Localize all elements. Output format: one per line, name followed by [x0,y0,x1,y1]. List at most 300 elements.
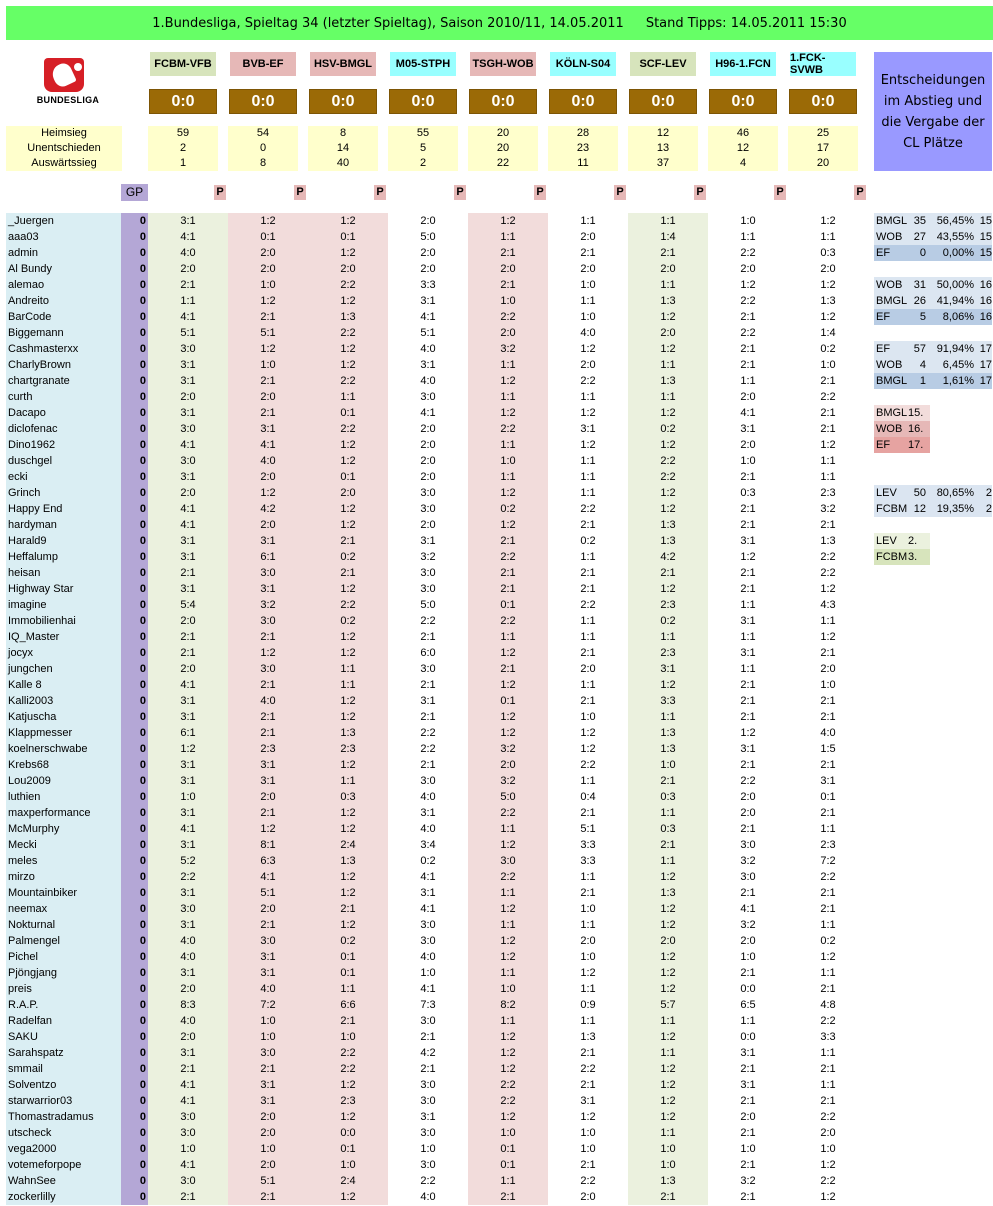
tip-cell: 2:2 [468,1093,548,1109]
tip-cell: 1:1 [468,821,548,837]
tip-cell: 2:1 [708,1093,788,1109]
player-gp: 0 [121,293,148,309]
tip-cell: 3:0 [388,933,468,949]
match-header-4: TSGH-WOB [470,52,536,76]
tip-cell: 1:2 [788,949,868,965]
tip-cell: 2:1 [548,1157,628,1173]
tip-cell: 2:1 [788,709,868,725]
match-header-3: M05-STPH [390,52,456,76]
player-gp: 0 [121,805,148,821]
bundesliga-shield-icon [44,58,84,92]
stat-heim: 59 [176,127,190,139]
label-auswaertssieg: Auswärtssieg [31,157,97,169]
player-gp: 0 [121,885,148,901]
tip-cell: 6:5 [708,997,788,1013]
tip-cell: 2:1 [388,677,468,693]
tip-cell: 2:2 [548,1173,628,1189]
tip-cell: 0:3 [788,245,868,261]
tip-cell: 1:2 [468,373,548,389]
tip-cell: 3:1 [148,549,228,565]
tip-cell: 2:0 [708,437,788,453]
tip-cell: 1:2 [228,645,308,661]
tip-cell: 2:0 [148,485,228,501]
player-name: Kalli2003 [6,693,121,709]
tip-cell: 0:1 [308,1141,388,1157]
player-name: R.A.P. [6,997,121,1013]
tip-cell: 1:1 [308,661,388,677]
side-percent: 8,06% [942,311,974,323]
table-row [6,1013,868,1029]
table-row [6,1125,868,1141]
table-row [6,389,868,405]
tip-cell: 2:1 [468,533,548,549]
tip-cell: 2:0 [308,261,388,277]
side-row [874,373,992,389]
tip-cell: 2:2 [708,293,788,309]
tip-cell: 2:1 [388,1029,468,1045]
tip-cell: 1:2 [308,629,388,645]
tip-cell: 2:1 [708,469,788,485]
tip-cell: 5:1 [228,885,308,901]
tip-cell: 2:2 [308,1045,388,1061]
tip-cell: 1:3 [628,1173,708,1189]
tip-cell: 1:2 [548,741,628,757]
tip-cell: 1:2 [308,213,388,229]
tip-cell: 3:1 [628,661,708,677]
player-gp: 0 [121,693,148,709]
side-team: EF [876,311,891,323]
side-position: 2 [985,487,992,499]
tip-cell: 4:1 [148,677,228,693]
tip-cell: 2:0 [548,933,628,949]
tip-cell: 1:2 [628,485,708,501]
side-percent: 80,65% [936,487,974,499]
tip-cell: 2:0 [388,245,468,261]
tip-cell: 4:0 [148,949,228,965]
tip-cell: 1:2 [308,805,388,821]
tip-cell: 3:0 [388,1157,468,1173]
tip-cell: 2:1 [788,693,868,709]
tip-cell: 3:1 [388,805,468,821]
tip-cell: 2:1 [148,277,228,293]
tip-cell: 8:2 [468,997,548,1013]
tip-cell: 2:2 [388,725,468,741]
tip-cell: 3:1 [228,757,308,773]
side-count: 27 [913,231,926,243]
tip-cell: 1:2 [308,1077,388,1093]
side-row [874,213,992,229]
player-gp: 0 [121,533,148,549]
tip-cell: 2:0 [148,261,228,277]
table-row [6,789,868,805]
table-row [6,485,868,501]
table-row [6,549,868,565]
tip-cell: 3:1 [148,837,228,853]
side-percent: 91,94% [936,343,974,355]
tip-cell: 1:1 [628,277,708,293]
match-score-0: 0:0 [149,89,217,114]
table-row [6,309,868,325]
tip-cell: 2:1 [788,405,868,421]
tip-cell: 1:2 [468,725,548,741]
tip-cell: 1:2 [468,485,548,501]
tip-cell: 2:2 [628,469,708,485]
tip-cell: 2:2 [548,501,628,517]
tip-cell: 4:1 [148,437,228,453]
side-percent: 0,00% [942,247,974,259]
table-row [6,853,868,869]
tip-cell: 1:2 [228,213,308,229]
tip-cell: 1:3 [308,725,388,741]
tip-cell: 1:1 [628,357,708,373]
match-stats-6 [628,126,698,171]
player-gp: 0 [121,821,148,837]
tip-cell: 1:2 [308,1109,388,1125]
stat-unent: 20 [496,142,510,154]
tip-cell: 1:2 [628,581,708,597]
tip-cell: 1:2 [228,485,308,501]
stat-ausw: 8 [259,157,267,169]
tip-cell: 1:1 [468,357,548,373]
stat-unent: 2 [179,142,187,154]
side-row [874,405,930,421]
tip-cell: 5:1 [148,325,228,341]
side-team: LEV [876,535,897,547]
tip-cell: 3:0 [388,565,468,581]
tip-cell: 2:2 [308,421,388,437]
tip-cell: 1:2 [308,917,388,933]
tip-cell: 1:2 [628,341,708,357]
tip-cell: 3:1 [148,757,228,773]
tip-cell: 4:0 [228,981,308,997]
tip-cell: 4:0 [148,1013,228,1029]
tip-cell: 3:0 [148,341,228,357]
side-row [874,533,930,549]
tip-cell: 1:1 [548,981,628,997]
tip-cell: 2:0 [228,1125,308,1141]
tip-cell: 2:3 [628,597,708,613]
tip-cell: 1:2 [308,869,388,885]
tip-cell: 3:0 [468,853,548,869]
side-count: 0 [919,247,926,259]
tip-cell: 6:0 [388,645,468,661]
tip-cell: 2:2 [468,1077,548,1093]
table-row [6,1141,868,1157]
tip-cell: 2:2 [468,421,548,437]
tip-cell: 1:1 [548,1013,628,1029]
tip-cell: 1:2 [468,405,548,421]
player-gp: 0 [121,1189,148,1205]
tip-cell: 2:2 [308,1061,388,1077]
tip-cell: 2:2 [788,565,868,581]
tip-cell: 1:1 [628,629,708,645]
points-marker-0: P [214,185,226,200]
tip-cell: 2:1 [788,517,868,533]
side-table-2 [874,341,992,389]
logo-wordmark: BUNDESLIGA [36,95,100,105]
tip-cell: 3:1 [148,581,228,597]
tip-cell: 1:1 [468,629,548,645]
stat-heim: 12 [656,127,670,139]
tips-table [6,213,868,1205]
tip-cell: 2:0 [228,901,308,917]
match-score-1: 0:0 [229,89,297,114]
tip-cell: 1:2 [708,549,788,565]
player-name: Lou2009 [6,773,121,789]
match-score-2: 0:0 [309,89,377,114]
tip-cell: 1:1 [788,821,868,837]
tip-cell: 3:1 [708,645,788,661]
tip-cell: 1:2 [308,885,388,901]
tip-cell: 2:1 [788,885,868,901]
tip-cell: 4:0 [228,453,308,469]
match-stats-8 [788,126,858,171]
tip-cell: 5:2 [148,853,228,869]
tip-cell: 4:0 [388,373,468,389]
tip-cell: 2:3 [308,1093,388,1109]
match-score-5: 0:0 [549,89,617,114]
match-header-5: KÖLN-S04 [550,52,616,76]
match-header-8: 1.FCK-SVWB [790,52,856,76]
tip-cell: 2:1 [628,837,708,853]
tip-cell: 1:1 [468,1173,548,1189]
tip-cell: 3:3 [548,837,628,853]
tip-cell: 1:1 [308,677,388,693]
tip-cell: 2:1 [468,565,548,581]
tip-cell: 2:0 [148,981,228,997]
player-gp: 0 [121,501,148,517]
tip-cell: 5:1 [228,1173,308,1189]
tip-cell: 1:1 [548,677,628,693]
tip-cell: 2:0 [548,661,628,677]
tip-cell: 2:2 [308,325,388,341]
tip-cell: 2:1 [548,1045,628,1061]
tip-cell: 1:2 [308,709,388,725]
tip-cell: 2:2 [548,597,628,613]
match-header-0: FCBM-VFB [150,52,216,76]
tip-cell: 4:3 [788,597,868,613]
side-place: 3. [908,551,918,563]
tip-cell: 1:2 [548,965,628,981]
tip-cell: 3:0 [228,933,308,949]
side-position: 17 [979,343,992,355]
tip-cell: 0:1 [308,965,388,981]
tip-cell: 2:1 [148,629,228,645]
tip-cell: 0:1 [228,229,308,245]
side-row [874,229,992,245]
player-gp: 0 [121,1029,148,1045]
tip-cell: 2:1 [228,709,308,725]
tip-cell: 2:1 [708,1061,788,1077]
side-percent: 6,45% [942,359,974,371]
tip-cell: 2:0 [628,261,708,277]
tip-cell: 1:1 [628,853,708,869]
tip-cell: 2:1 [708,965,788,981]
tip-cell: 6:3 [228,853,308,869]
tip-cell: 2:1 [228,1189,308,1205]
tip-cell: 0:3 [308,789,388,805]
tip-cell: 0:0 [708,981,788,997]
table-row [6,629,868,645]
tip-cell: 2:2 [788,549,868,565]
player-name: jungchen [6,661,121,677]
table-row [6,469,868,485]
tip-cell: 1:2 [628,1029,708,1045]
player-name: Biggemann [6,325,121,341]
tip-cell: 0:0 [308,1125,388,1141]
tip-cell: 2:1 [628,1189,708,1205]
tip-cell: 2:0 [708,389,788,405]
tip-cell: 2:1 [148,1061,228,1077]
tip-cell: 4:1 [228,437,308,453]
player-gp: 0 [121,789,148,805]
table-row [6,869,868,885]
player-gp: 0 [121,1157,148,1173]
tip-cell: 0:2 [628,421,708,437]
tip-cell: 8:1 [228,837,308,853]
tip-cell: 0:2 [308,549,388,565]
tip-cell: 2:0 [388,517,468,533]
tip-cell: 1:1 [548,629,628,645]
tip-cell: 3:1 [148,213,228,229]
stat-heim: 20 [496,127,510,139]
tip-cell: 3:1 [548,1093,628,1109]
tip-cell: 4:2 [628,549,708,565]
tip-cell: 2:0 [628,933,708,949]
tip-cell: 3:0 [388,1013,468,1029]
tip-cell: 2:2 [788,1109,868,1125]
tip-cell: 3:1 [148,885,228,901]
tip-cell: 3:0 [388,501,468,517]
tip-cell: 1:2 [788,309,868,325]
side-position: 16 [979,295,992,307]
tip-cell: 1:1 [788,453,868,469]
tip-cell: 1:2 [228,821,308,837]
player-name: koelnerschwabe [6,741,121,757]
tip-cell: 1:1 [548,485,628,501]
player-gp: 0 [121,389,148,405]
tip-cell: 2:0 [148,613,228,629]
player-gp: 0 [121,1061,148,1077]
tip-cell: 0:3 [628,821,708,837]
tip-cell: 2:1 [708,1157,788,1173]
tip-cell: 4:1 [388,405,468,421]
tip-cell: 0:2 [308,613,388,629]
player-name: Pjöngjang [6,965,121,981]
tip-cell: 1:1 [548,917,628,933]
tip-cell: 1:0 [468,293,548,309]
table-row [6,325,868,341]
tip-cell: 1:0 [628,1157,708,1173]
tip-cell: 0:2 [468,501,548,517]
tip-cell: 5:4 [148,597,228,613]
tip-cell: 2:0 [228,517,308,533]
player-gp: 0 [121,309,148,325]
player-name: Mountainbiker [6,885,121,901]
tip-cell: 1:0 [548,1141,628,1157]
table-row [6,885,868,901]
side-position: 15 [979,215,992,227]
points-marker-5: P [614,185,626,200]
side-row [874,277,992,293]
match-header-1: BVB-EF [230,52,296,76]
tip-cell: 3:2 [468,741,548,757]
tip-cell: 3:1 [228,533,308,549]
tip-cell: 2:1 [708,309,788,325]
tip-cell: 3:0 [388,389,468,405]
table-row [6,709,868,725]
tip-cell: 2:1 [708,757,788,773]
table-row [6,997,868,1013]
table-row [6,245,868,261]
tip-cell: 2:3 [228,741,308,757]
player-gp: 0 [121,325,148,341]
tip-cell: 4:1 [388,901,468,917]
side-percent: 43,55% [936,231,974,243]
player-name: meles [6,853,121,869]
gp-header: GP [121,184,148,201]
tip-cell: 2:1 [788,981,868,997]
tip-cell: 4:0 [388,789,468,805]
tip-cell: 2:2 [468,549,548,565]
tip-cell: 1:1 [628,213,708,229]
tip-cell: 3:0 [708,869,788,885]
tip-cell: 1:1 [548,773,628,789]
tip-cell: 4:1 [388,981,468,997]
player-name: maxperformance [6,805,121,821]
tip-cell: 1:1 [788,229,868,245]
tip-cell: 1:1 [708,1013,788,1029]
player-gp: 0 [121,757,148,773]
player-name: neemax [6,901,121,917]
tip-cell: 3:0 [148,1109,228,1125]
tip-cell: 2:0 [468,325,548,341]
tip-cell: 2:2 [308,373,388,389]
tip-cell: 3:0 [388,1125,468,1141]
table-row [6,453,868,469]
player-name: CharlyBrown [6,357,121,373]
label-heimsieg: Heimsieg [41,127,87,139]
tip-cell: 3:1 [708,1045,788,1061]
tip-cell: 2:2 [388,741,468,757]
tip-cell: 1:0 [788,677,868,693]
tip-cell: 1:0 [708,453,788,469]
tip-cell: 2:2 [788,1013,868,1029]
tip-cell: 2:1 [548,581,628,597]
tip-cell: 0:1 [308,405,388,421]
tip-cell: 2:1 [308,1013,388,1029]
tip-cell: 5:0 [388,229,468,245]
match-header-7: H96-1.FCN [710,52,776,76]
decision-info-box [874,52,992,171]
player-name: duschgel [6,453,121,469]
side-count: 26 [913,295,926,307]
player-gp: 0 [121,613,148,629]
tip-cell: 1:2 [308,517,388,533]
tip-cell: 1:1 [708,373,788,389]
player-name: Heffalump [6,549,121,565]
player-name: _Juergen [6,213,121,229]
tip-cell: 1:3 [308,309,388,325]
tip-cell: 1:1 [708,597,788,613]
tip-cell: 2:0 [308,485,388,501]
player-name: WahnSee [6,1173,121,1189]
tip-cell: 1:2 [308,341,388,357]
tip-cell: 3:1 [228,773,308,789]
points-marker-7: P [774,185,786,200]
tip-cell: 2:2 [708,325,788,341]
tip-cell: 2:1 [468,245,548,261]
